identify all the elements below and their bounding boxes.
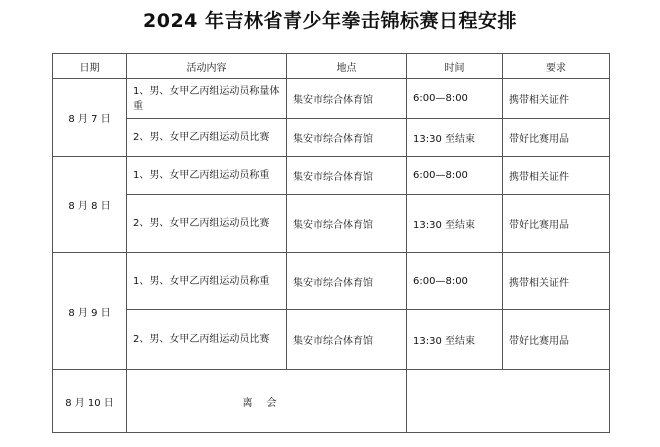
table-row: [53, 195, 610, 253]
place-cell: 集安市综合体育馆: [287, 195, 407, 253]
header-place: 地点: [287, 54, 407, 79]
empty-cell: [407, 370, 610, 433]
date-cell: 8 月 7 日: [53, 79, 127, 157]
time-cell: 6:00—8:00: [407, 157, 503, 195]
time-cell: 6:00—8:00: [407, 79, 503, 119]
table-row: [53, 79, 610, 119]
table-row: [53, 370, 610, 433]
header-requirement: 要求: [503, 54, 610, 79]
requirement-cell: 携带相关证件: [503, 79, 610, 119]
activity-cell: 2、男、女甲乙丙组运动员比赛: [127, 119, 287, 157]
activity-cell: 2、男、女甲乙丙组运动员比赛: [127, 195, 287, 253]
time-cell: 6:00—8:00: [407, 253, 503, 310]
page-title: 2024 年吉林省青少年拳击锦标赛日程安排: [143, 10, 517, 32]
departure-cell: 离会: [127, 370, 407, 433]
header-activity: 活动内容: [127, 54, 287, 79]
time-cell: 13:30 至结束: [407, 310, 503, 370]
date-cell: 8 月 10 日: [53, 370, 127, 433]
activity-cell: 1、男、女甲乙丙组运动员称重: [127, 253, 287, 310]
table-row: [53, 253, 610, 310]
requirement-cell: 携带相关证件: [503, 157, 610, 195]
requirement-cell: 带好比赛用品: [503, 195, 610, 253]
activity-cell: 2、男、女甲乙丙组运动员比赛: [127, 310, 287, 370]
header-date: 日期: [53, 54, 127, 79]
place-cell: 集安市综合体育馆: [287, 157, 407, 195]
activity-cell: 1、男、女甲乙丙组运动员称量体重: [127, 79, 287, 119]
header-time: 时间: [407, 54, 503, 79]
place-cell: 集安市综合体育馆: [287, 310, 407, 370]
place-cell: 集安市综合体育馆: [287, 79, 407, 119]
table-row: [53, 157, 610, 195]
requirement-cell: 带好比赛用品: [503, 119, 610, 157]
requirement-cell: 带好比赛用品: [503, 310, 610, 370]
place-cell: 集安市综合体育馆: [287, 119, 407, 157]
time-cell: 13:30 至结束: [407, 195, 503, 253]
activity-cell: 1、男、女甲乙丙组运动员称重: [127, 157, 287, 195]
place-cell: 集安市综合体育馆: [287, 253, 407, 310]
table-row: [53, 310, 610, 370]
date-cell: 8 月 8 日: [53, 157, 127, 253]
date-cell: 8 月 9 日: [53, 253, 127, 370]
requirement-cell: 携带相关证件: [503, 253, 610, 310]
table-row: [53, 119, 610, 157]
time-cell: 13:30 至结束: [407, 119, 503, 157]
schedule-table: [52, 53, 610, 433]
table-header-row: [53, 54, 610, 79]
